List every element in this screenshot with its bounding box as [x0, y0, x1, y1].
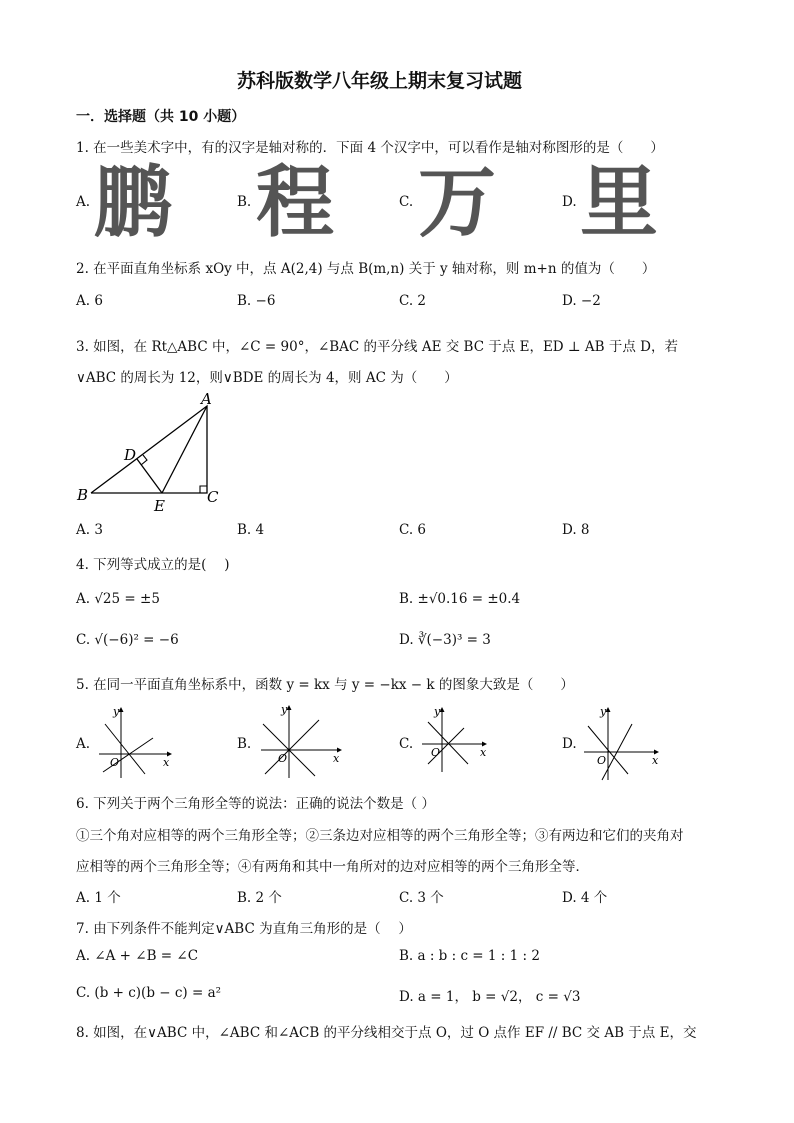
q2-option-c: C. 2	[399, 293, 427, 309]
axis-y-label: y	[281, 703, 288, 716]
q6-option-a: A. 1 个	[76, 890, 121, 906]
q5-option-a-label: A.	[76, 736, 91, 752]
question-3-stem-line1: 3. 如图，在 Rt△ABC 中，∠C = 90°，∠BAC 的平分线 AE 交 BC 于点 E，ED ⊥ AB 于点 D，若	[76, 339, 678, 355]
origin-label: O	[278, 752, 288, 765]
q1-option-c-label: C.	[399, 194, 414, 210]
origin-label: O	[597, 754, 607, 767]
q1-option-b-label: B.	[237, 194, 252, 210]
q4-option-c: C. √(−6)² = −6	[76, 632, 179, 648]
q1-option-a-char: 鹏	[94, 158, 173, 248]
q7-option-c: C. (b + c)(b − c) = a²	[76, 985, 222, 1001]
q7-option-b: B. a : b : c = 1 : 1 : 2	[399, 948, 540, 964]
label-d: D	[124, 446, 137, 464]
q3-option-c: C. 6	[399, 522, 427, 538]
origin-label: O	[110, 756, 120, 769]
q3-option-a: A. 3	[76, 522, 103, 538]
q6-option-c: C. 3 个	[399, 890, 444, 906]
q5-graph-d	[580, 702, 670, 782]
question-3-stem-line2: ∨ABC 的周长为 12，则∨BDE 的周长为 4，则 AC 为（ ）	[76, 370, 458, 386]
q2-option-b: B. −6	[237, 293, 276, 309]
page-title: 苏科版数学八年级上期末复习试题	[237, 70, 523, 92]
axis-y-label: y	[600, 705, 607, 718]
q3-option-d: D. 8	[562, 522, 590, 538]
question-2-stem: 2. 在平面直角坐标系 xOy 中，点 A(2,4) 与点 B(m,n) 关于 y 轴对称，则 m+n 的值为（ ）	[76, 261, 656, 277]
question-5-stem: 5. 在同一平面直角坐标系中，函数 y = kx 与 y = −kx − k 的图象大致是（ ）	[76, 677, 574, 693]
q4-option-b: B. ±√0.16 = ±0.4	[399, 591, 521, 607]
axis-y-label: y	[434, 705, 441, 718]
question-1-stem: 1. 在一些美术字中，有的汉字是轴对称的．下面 4 个汉字中，可以看作是轴对称图形的是（ ）	[76, 140, 664, 156]
q1-option-b-char: 程	[256, 158, 335, 248]
q3-triangle-figure	[70, 388, 230, 516]
q5-graph-b	[257, 702, 347, 782]
axis-x-label: x	[480, 746, 487, 759]
q3-option-b: B. 4	[237, 522, 265, 538]
q5-option-c-label: C.	[399, 736, 414, 752]
q4-option-a: A. √25 = ±5	[76, 591, 160, 607]
q7-option-d: D. a = 1， b = √2， c = √3	[399, 989, 581, 1005]
q4-option-d: D. ∛(−3)³ = 3	[399, 632, 491, 648]
q6-option-d: D. 4 个	[562, 890, 608, 906]
question-8-stem: 8. 如图，在∨ABC 中，∠ABC 和∠ACB 的平分线相交于点 O，过 O 点作 EF // BC 交 AB 于点 E，交	[76, 1025, 697, 1041]
label-c: C	[207, 488, 219, 506]
axis-x-label: x	[652, 754, 659, 767]
q6-option-b: B. 2 个	[237, 890, 282, 906]
question-4-stem: 4. 下列等式成立的是( )	[76, 557, 230, 573]
q6-statement-line2: 应相等的两个三角形全等；④有两角和其中一角所对的边对应相等的两个三角形全等．	[76, 859, 589, 875]
origin-label: O	[431, 746, 441, 759]
q6-statement-line1: ①三个角对应相等的两个三角形全等；②三条边对应相等的两个三角形全等；③有两边和它们的夹角对	[76, 828, 684, 844]
section-heading: 一．选择题（共 10 小题）	[76, 109, 246, 125]
q1-option-c-char: 万	[418, 158, 497, 248]
axis-x-label: x	[333, 752, 340, 765]
q1-option-d-label: D.	[562, 194, 577, 210]
q5-graph-c	[418, 702, 498, 782]
q7-option-a: A. ∠A + ∠B = ∠C	[76, 948, 199, 964]
label-b: B	[77, 486, 89, 504]
axis-y-label: y	[113, 705, 120, 718]
q1-option-d-char: 里	[580, 158, 659, 248]
q1-option-a-label: A.	[76, 194, 91, 210]
label-e: E	[154, 497, 165, 515]
question-7-stem: 7. 由下列条件不能判定∨ABC 为直角三角形的是（ ）	[76, 921, 412, 937]
q5-option-d-label: D.	[562, 736, 577, 752]
q2-option-a: A. 6	[76, 293, 103, 309]
q2-option-d: D. −2	[562, 293, 601, 309]
q5-option-b-label: B.	[237, 736, 252, 752]
question-6-stem: 6. 下列关于两个三角形全等的说法：正确的说法个数是（ ）	[76, 796, 435, 812]
axis-x-label: x	[163, 756, 170, 769]
label-a: A	[201, 390, 212, 408]
q5-graph-a	[95, 702, 175, 782]
